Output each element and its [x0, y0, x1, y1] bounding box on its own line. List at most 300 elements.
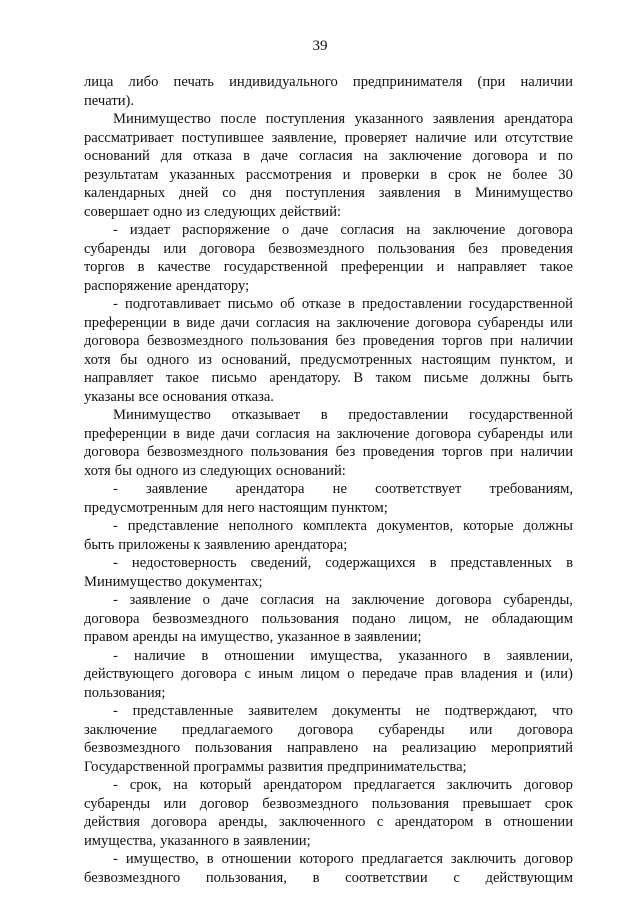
word: -	[113, 647, 118, 664]
word: пользования	[261, 610, 339, 627]
word: на	[315, 314, 331, 331]
word: срок	[544, 795, 573, 812]
word: указанных	[169, 166, 235, 183]
text-line	[84, 258, 573, 277]
word: мероприятий	[491, 740, 573, 756]
word: поступившее	[181, 129, 264, 146]
word: отношении	[503, 814, 573, 830]
word: в	[232, 832, 240, 849]
word: об	[280, 296, 295, 312]
word: Минимущество	[84, 573, 182, 590]
word: -	[113, 518, 118, 534]
word: -	[113, 555, 118, 571]
word: для	[201, 499, 224, 516]
word: дачи	[221, 314, 250, 331]
word: в	[429, 555, 437, 571]
text-line	[84, 92, 573, 111]
word: действий:	[279, 203, 342, 220]
word: настоящим	[258, 499, 328, 516]
word: лицом,	[408, 610, 452, 627]
word: проведения	[501, 240, 573, 257]
word: в	[206, 851, 214, 867]
word: из	[198, 351, 212, 368]
text-line	[84, 184, 573, 203]
word: распоряжение	[182, 222, 270, 238]
word: заключение	[84, 721, 157, 738]
word: арендатора	[235, 481, 305, 497]
word: -	[113, 777, 118, 793]
word: основания	[162, 388, 228, 405]
word: без	[335, 333, 356, 349]
word: наличии	[520, 74, 573, 90]
word: договора	[517, 721, 573, 738]
word: указаны	[84, 388, 135, 405]
word: бы	[120, 351, 138, 368]
word: или	[163, 240, 187, 257]
word: -	[113, 703, 118, 719]
word: безвозмездного	[84, 869, 181, 886]
word: в	[173, 314, 180, 331]
word: направляет	[84, 370, 154, 386]
word: арендатору.	[269, 370, 341, 386]
word: одного	[146, 351, 190, 368]
word: заявления	[378, 185, 441, 201]
word: правом	[84, 629, 129, 645]
word: договора	[84, 610, 140, 627]
word: договора	[84, 444, 140, 460]
word: договора	[436, 592, 492, 608]
word: договор	[523, 777, 573, 793]
word: аренды	[132, 629, 178, 645]
word: субаренды	[84, 240, 151, 257]
word: передаче	[362, 666, 418, 682]
word: из	[182, 462, 196, 479]
word: на	[173, 777, 188, 793]
word: отказе	[301, 296, 341, 312]
word: подтверждают,	[444, 703, 538, 719]
text-line	[84, 776, 573, 795]
text-line	[84, 480, 573, 499]
word: заявление,	[271, 129, 337, 146]
text-line	[84, 499, 573, 518]
word: рассматривает	[84, 129, 174, 146]
text-line	[84, 850, 573, 869]
word: не	[487, 166, 502, 183]
text-line	[84, 203, 573, 222]
word: предоставлении	[348, 407, 449, 423]
word: В	[353, 370, 364, 386]
word: которого	[299, 851, 354, 867]
word: развития	[268, 758, 324, 775]
word: предусмотренным	[84, 499, 198, 516]
word: заключение	[336, 314, 410, 331]
word: указанное	[277, 629, 340, 645]
word: даче	[221, 592, 249, 608]
word: имущество,	[125, 851, 199, 867]
word: следующих	[199, 462, 272, 479]
text-line	[84, 869, 573, 888]
word: арендатора;	[274, 536, 348, 553]
word: заключение	[336, 425, 410, 442]
text-line	[84, 221, 573, 240]
word: на	[325, 592, 340, 608]
word: после	[220, 111, 257, 127]
word: заключенного	[278, 814, 366, 830]
word: договора	[151, 814, 207, 830]
word: содержащихся	[325, 555, 416, 571]
word: (при	[477, 74, 506, 90]
word: и	[342, 166, 351, 183]
text-line	[84, 406, 573, 425]
word: даче	[260, 148, 289, 164]
word: в	[483, 647, 491, 664]
word: согласия	[298, 148, 353, 164]
word: оснований,	[221, 351, 291, 368]
text-line	[84, 610, 573, 629]
word: аренды,	[218, 814, 268, 830]
word: пользования;	[84, 684, 166, 701]
word: договор	[199, 795, 249, 812]
word: срок,	[129, 777, 162, 793]
word: представление	[127, 518, 219, 534]
word: Минимущество	[113, 407, 211, 423]
word: при	[490, 444, 514, 460]
word: заключить	[450, 851, 517, 867]
word: заявление	[129, 592, 191, 608]
word: письмо	[227, 296, 273, 312]
text-line	[84, 813, 573, 832]
word: такое	[165, 370, 200, 386]
word: бы	[114, 462, 132, 479]
word: оснований	[84, 148, 150, 164]
word: действующим	[485, 869, 573, 886]
word: быть	[542, 370, 573, 386]
word: хотя	[84, 351, 111, 368]
word: при	[490, 333, 514, 349]
word: наличии	[520, 444, 573, 460]
word: в	[454, 185, 462, 201]
word: на	[372, 740, 388, 756]
text-line	[84, 795, 573, 814]
word: письме	[423, 370, 469, 386]
word: предпринимателя	[352, 74, 463, 90]
word: -	[113, 592, 118, 608]
word: Минимущество	[475, 185, 573, 201]
word: договора	[84, 333, 140, 349]
word: в	[348, 296, 355, 312]
word: (или)	[540, 666, 573, 682]
word: пользования	[250, 444, 329, 460]
word: преференции	[340, 259, 424, 275]
word: отказа	[193, 148, 233, 164]
word: отношении	[224, 647, 295, 664]
word: одно	[152, 203, 183, 220]
word: срок	[448, 166, 477, 183]
word: оснований:	[275, 462, 346, 479]
word: сведений,	[250, 555, 312, 571]
text-line	[84, 73, 573, 92]
word: с	[244, 666, 251, 682]
text-line	[84, 388, 573, 407]
text-line	[84, 665, 573, 684]
text-line	[84, 536, 573, 555]
word: проверки	[361, 166, 420, 183]
word: согласия	[260, 592, 315, 608]
word: подано	[351, 610, 396, 627]
word: преференции	[84, 425, 167, 442]
word: пользования	[194, 740, 273, 756]
text-line	[84, 369, 573, 388]
word: по	[557, 148, 573, 164]
word: в	[201, 647, 209, 664]
text-line	[84, 166, 573, 185]
word: действующего	[84, 666, 174, 682]
word: или	[474, 129, 498, 146]
word: издает	[129, 222, 170, 238]
word: заключение	[432, 222, 506, 238]
word: договор	[523, 851, 573, 867]
word: для	[160, 148, 183, 164]
word: и	[565, 351, 573, 368]
word: печати).	[84, 92, 135, 109]
word: более	[512, 166, 548, 183]
word: договора	[472, 148, 529, 164]
text-line	[84, 739, 573, 758]
word: о	[347, 666, 355, 682]
word: заявителем	[248, 703, 318, 719]
word: без	[468, 240, 488, 257]
word: такое	[539, 259, 573, 275]
word: предоставлении	[361, 296, 462, 312]
word: договора	[415, 314, 472, 331]
word: Государственной	[84, 758, 190, 775]
text-line	[84, 443, 573, 462]
text-line	[84, 684, 573, 703]
word: соответствии	[345, 869, 428, 886]
word: подготавливает	[124, 296, 221, 312]
word: прав	[424, 666, 454, 682]
text-line	[84, 129, 573, 148]
word: наличие	[134, 647, 186, 664]
word: к	[193, 536, 201, 553]
word: наличие	[415, 129, 467, 146]
word: безвозмездного	[147, 444, 244, 460]
word: проведения	[362, 333, 435, 349]
word: о	[202, 592, 210, 608]
word: виде	[186, 314, 215, 331]
word: индивидуального	[229, 74, 338, 90]
word: -	[113, 222, 118, 238]
word: в	[320, 407, 328, 423]
word: письмо	[211, 370, 257, 386]
word: дней	[178, 185, 209, 201]
text-line	[84, 314, 573, 333]
word: в	[173, 425, 180, 442]
word: документы	[332, 703, 401, 719]
text-line	[84, 554, 573, 573]
text-line	[84, 277, 573, 296]
word: со	[222, 185, 237, 201]
word: действия	[84, 814, 140, 830]
word: хотя	[84, 462, 111, 479]
word: договора	[297, 721, 354, 738]
word: предусмотренных	[300, 351, 413, 368]
word: пользования	[250, 333, 329, 349]
text-line	[84, 425, 573, 444]
text-line	[84, 351, 573, 370]
word: арендатором	[394, 814, 474, 830]
text-line	[84, 702, 573, 721]
word: государственной	[468, 407, 573, 423]
word: торгов	[441, 333, 483, 349]
word: имущества,	[310, 647, 383, 664]
word: отказывает	[231, 407, 301, 423]
word: в	[312, 869, 320, 886]
word: в	[430, 166, 438, 183]
word: договора	[517, 222, 573, 238]
word: которые	[463, 518, 514, 534]
word: предлагается	[361, 851, 443, 867]
word: на	[363, 148, 378, 164]
word: печать	[173, 74, 214, 90]
word: представленных	[450, 555, 553, 571]
word: арендатором	[263, 777, 342, 793]
word: без	[335, 444, 356, 460]
word: владения	[460, 666, 518, 682]
word: с	[453, 869, 460, 886]
word: поступления	[285, 185, 365, 201]
text-line	[84, 110, 573, 129]
word: имущество,	[200, 629, 274, 645]
word: отношении	[221, 851, 292, 867]
text-line	[84, 147, 573, 166]
word: результатам	[84, 166, 159, 183]
word: приложены	[118, 536, 190, 553]
text-line	[84, 295, 573, 314]
word: субаренды	[477, 425, 544, 442]
word: государственной	[468, 296, 573, 312]
word: пользования	[371, 795, 450, 812]
word: пунктом,	[499, 351, 556, 368]
word: предлагаемого	[181, 721, 273, 738]
word: заявление	[146, 481, 208, 497]
word: 30	[558, 166, 573, 183]
word: превышает	[462, 795, 532, 812]
word: заявлению	[204, 536, 271, 553]
word: арендатора	[504, 111, 573, 127]
word: обладающим	[491, 610, 573, 627]
page-number: 39	[312, 38, 328, 54]
word: безвозмездного	[262, 795, 359, 812]
word: или	[549, 425, 573, 442]
word: совершает	[84, 203, 149, 220]
word: субаренды,	[503, 592, 573, 608]
word: -	[113, 296, 118, 312]
text-line	[84, 647, 573, 666]
word: субаренды	[477, 314, 544, 331]
text-line	[84, 628, 573, 647]
word: в	[243, 148, 250, 164]
word: с	[376, 814, 384, 830]
word: имущества,	[84, 832, 157, 849]
word: должны	[523, 518, 573, 534]
word: из	[186, 203, 200, 220]
word: не	[415, 703, 430, 719]
word: или	[469, 721, 493, 738]
word: распоряжение	[84, 277, 172, 294]
word: Минимущество	[113, 111, 211, 127]
word: договора	[415, 425, 472, 442]
word: представленные	[132, 703, 234, 719]
word: таком	[375, 370, 412, 386]
word: не	[332, 481, 347, 497]
word: качестве	[157, 259, 211, 275]
word: не	[464, 610, 479, 627]
word: все	[138, 388, 159, 405]
word: арендатору;	[175, 277, 250, 294]
body-text	[84, 73, 573, 887]
word: и	[436, 259, 445, 275]
word: и	[524, 666, 533, 682]
word: торгов	[441, 444, 483, 460]
word: настоящим	[421, 351, 491, 368]
word: рассмотрения	[245, 166, 332, 183]
text-line	[84, 721, 573, 740]
word: наличии	[520, 333, 573, 349]
word: согласия	[340, 222, 395, 238]
text-line	[84, 240, 573, 259]
word: договора	[181, 666, 237, 682]
word: что	[552, 703, 573, 719]
word: который	[199, 777, 252, 793]
word: на	[406, 222, 421, 238]
word: предпринимательства;	[327, 758, 467, 775]
word: в	[484, 814, 492, 830]
word: отказа.	[231, 388, 274, 405]
word: отсутствие	[505, 129, 573, 146]
word: дачи	[221, 425, 250, 442]
word: в	[137, 259, 145, 275]
word: пользования	[377, 240, 456, 257]
word: заявлении;	[354, 629, 422, 645]
word: безвозмездного	[268, 240, 365, 257]
word: виде	[186, 425, 215, 442]
word: преференции	[84, 314, 167, 331]
word: в	[566, 555, 573, 571]
word: быть	[84, 536, 115, 553]
word: указанного	[160, 832, 229, 849]
word: документах;	[185, 573, 263, 590]
word: заявления	[432, 111, 495, 127]
word: заключить	[446, 777, 513, 793]
word: проверяет	[344, 129, 408, 146]
word: соответствует	[375, 481, 462, 497]
text-line	[84, 517, 573, 536]
word: лица	[84, 74, 114, 90]
word: договора	[199, 240, 256, 257]
word: торгов	[84, 259, 125, 275]
word: пунктом;	[331, 499, 388, 516]
word: пользования,	[205, 869, 287, 886]
word: него	[227, 499, 255, 516]
text-line	[84, 758, 573, 777]
text-line	[84, 832, 573, 851]
word: дня	[249, 185, 272, 201]
word: календарных	[84, 185, 166, 201]
word: или	[163, 795, 187, 812]
word: программы	[193, 758, 264, 775]
word: даче	[301, 222, 329, 238]
